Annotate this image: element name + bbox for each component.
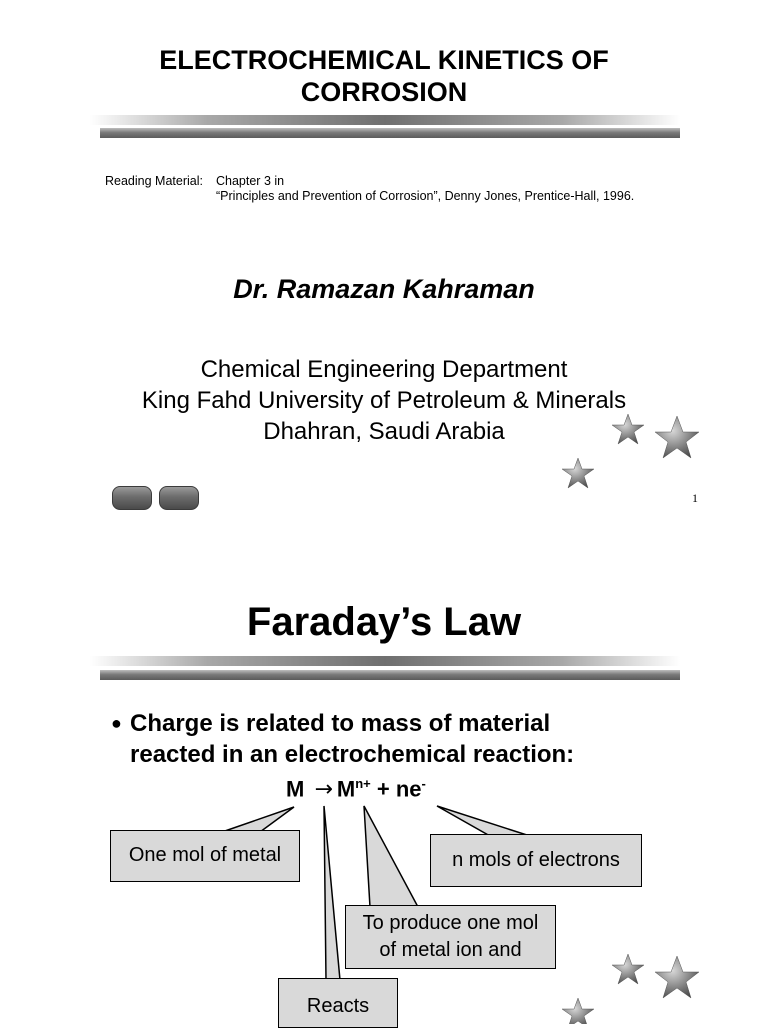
affiliation-line3: Dhahran, Saudi Arabia <box>263 418 505 445</box>
callout-n-mols-electrons-text: n mols of electrons <box>452 849 620 871</box>
eq-metal-ion: M <box>336 776 356 802</box>
star-icon <box>612 954 644 984</box>
eq-electrons: + ne <box>376 776 422 802</box>
star-icon <box>655 416 699 458</box>
star-icon <box>612 414 644 444</box>
bullet-line1: Charge is related to mass of material <box>130 710 551 737</box>
page-number: 1 <box>692 491 698 505</box>
bullet-dot: ● <box>111 713 122 733</box>
affiliation-line1: Chemical Engineering Department <box>200 356 568 383</box>
affiliation-line2: King Fahd University of Petroleum & Minerals <box>141 387 627 414</box>
author-name: Dr. Ramazan Kahraman <box>233 274 535 304</box>
star-icon <box>562 458 594 488</box>
slide2-title: Faraday’s Law <box>246 600 522 644</box>
callout-produce-line1: To produce one mol <box>362 912 539 934</box>
star-cluster-icon <box>562 414 699 488</box>
eq-electron-charge: - <box>421 776 426 791</box>
reading-line2: “Principles and Prevention of Corrosion”, Denny Jones, Prentice-Hall, 1996. <box>216 189 635 203</box>
star-icon <box>562 998 594 1024</box>
reading-label: Reading Material: <box>105 174 203 188</box>
callout-one-mol-metal-text: One mol of metal <box>128 844 282 866</box>
eq-charge: n+ <box>355 776 371 791</box>
eq-metal: M <box>286 776 305 802</box>
reading-line1: Chapter 3 in <box>216 174 285 188</box>
star-cluster-icon <box>562 954 699 1024</box>
eq-arrow: → <box>314 777 333 803</box>
bullet-line2: reacted in an electrochemical reaction: <box>130 741 575 768</box>
star-icon <box>655 956 699 998</box>
callout-reacts-text: Reacts <box>306 995 370 1017</box>
slide1-title-line2: CORROSION <box>300 77 468 107</box>
slide1-title-line1: ELECTROCHEMICAL KINETICS OF <box>159 45 609 75</box>
callout-produce-line2: of metal ion and <box>379 939 522 961</box>
